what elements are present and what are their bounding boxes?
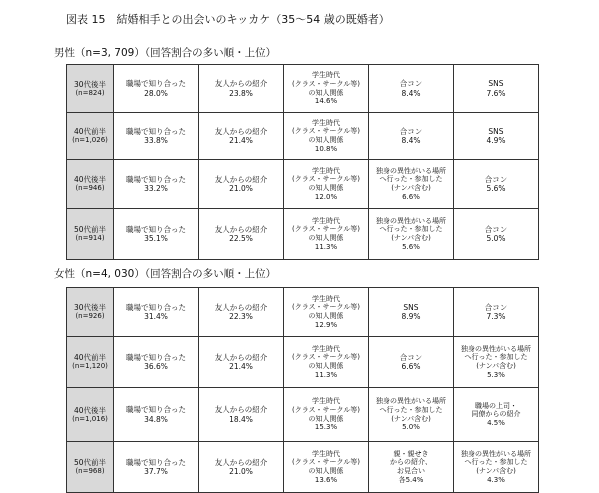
percent-value: 8.9% bbox=[401, 312, 421, 321]
reason-label: 友人からの紹介 bbox=[214, 457, 268, 467]
table-row bbox=[67, 442, 539, 493]
reason-label: の知人関係 bbox=[308, 467, 344, 475]
rank-2-cell bbox=[199, 388, 284, 442]
reason-label: 親・親せき bbox=[393, 449, 429, 458]
rank-1-cell bbox=[114, 65, 199, 113]
percent-value: 8.4% bbox=[401, 136, 421, 145]
reason-label: 職場で知り合った bbox=[126, 79, 186, 89]
reason-label: 学生時代 bbox=[312, 294, 340, 303]
reason-label: の知人関係 bbox=[308, 414, 344, 423]
percent-value: 5.6% bbox=[402, 242, 420, 251]
reason-label: 合コン bbox=[399, 352, 423, 362]
percent-value: 7.6% bbox=[486, 88, 506, 98]
reason-label: 友人からの紹介 bbox=[214, 352, 268, 362]
rank-4-cell bbox=[369, 288, 454, 337]
reason-label: 友人からの紹介 bbox=[214, 302, 268, 312]
percent-value: 22.5% bbox=[229, 234, 253, 243]
rank-2-cell bbox=[199, 209, 284, 260]
age-group-count: (n=946) bbox=[75, 184, 105, 193]
reason-label: の知人関係 bbox=[308, 136, 344, 144]
percent-value: 37.7% bbox=[144, 467, 168, 476]
rank-3-cell bbox=[284, 65, 369, 113]
reason-label: (ナンパ含む) bbox=[391, 184, 431, 192]
female-section-heading: 女性（n=4, 030）（回答割合の多い順・上位） bbox=[54, 268, 277, 280]
reason-label: からの紹介、 bbox=[390, 458, 432, 467]
reason-label: SNS bbox=[403, 302, 419, 312]
reason-label: (クラス・サークル等) bbox=[291, 303, 361, 312]
reason-label: へ行った・参加した bbox=[379, 405, 443, 414]
rank-1-cell bbox=[114, 113, 199, 160]
reason-label: の知人関係 bbox=[308, 88, 344, 97]
reason-label: の知人関係 bbox=[308, 362, 344, 370]
reason-label: 独身の異性がいる場所 bbox=[376, 397, 446, 406]
table-row bbox=[67, 337, 539, 388]
reason-label: (クラス・サークル等) bbox=[291, 127, 361, 136]
percent-value: 21.0% bbox=[229, 184, 253, 193]
reason-label: の知人関係 bbox=[308, 184, 344, 192]
reason-label: 友人からの紹介 bbox=[214, 174, 268, 184]
reason-label: 合コン bbox=[484, 224, 508, 234]
percent-value: 5.3% bbox=[487, 370, 505, 379]
percent-value: 34.8% bbox=[144, 414, 168, 424]
percent-value: 14.6% bbox=[314, 97, 338, 106]
age-group-label: 40代前半 bbox=[73, 127, 107, 137]
reason-label: 友人からの紹介 bbox=[214, 79, 268, 89]
percent-value: 21.4% bbox=[229, 362, 253, 371]
table-row bbox=[67, 288, 539, 337]
rank-1-cell bbox=[114, 388, 199, 442]
rank-2-cell bbox=[199, 160, 284, 209]
rank-2-cell bbox=[199, 113, 284, 160]
percent-value: 33.2% bbox=[144, 184, 168, 193]
reason-label: 学生時代 bbox=[312, 71, 340, 80]
age-group-label: 40代後半 bbox=[73, 405, 107, 415]
rank-3-cell bbox=[284, 160, 369, 209]
reason-label: 職場で知り合った bbox=[126, 302, 186, 312]
reason-label: SNS bbox=[488, 126, 504, 136]
percent-value: 15.3% bbox=[314, 423, 338, 432]
percent-value: 28.0% bbox=[144, 88, 168, 98]
rank-5-cell bbox=[454, 160, 539, 209]
percent-value: 11.3% bbox=[314, 370, 338, 379]
reason-label: 独身の異性がいる場所 bbox=[376, 216, 446, 225]
rank-4-cell bbox=[369, 209, 454, 260]
reason-label: 同僚からの紹介 bbox=[471, 410, 521, 419]
reason-label: へ行った・参加した bbox=[379, 175, 443, 184]
reason-label: 独身の異性がいる場所 bbox=[376, 166, 446, 175]
age-group-cell bbox=[67, 442, 114, 493]
percent-value: 5.6% bbox=[486, 184, 506, 193]
percent-value: 13.6% bbox=[314, 475, 338, 484]
percent-value: 5.0% bbox=[402, 423, 420, 432]
reason-label: (クラス・サークル等) bbox=[291, 405, 361, 414]
rank-4-cell bbox=[369, 65, 454, 113]
reason-label: 合コン bbox=[484, 302, 508, 312]
reason-label: 職場で知り合った bbox=[126, 352, 186, 362]
male-table-body bbox=[67, 65, 539, 260]
reason-label: 職場で知り合った bbox=[126, 174, 186, 184]
percent-value: 18.4% bbox=[229, 414, 253, 424]
table-row bbox=[67, 388, 539, 442]
rank-5-cell bbox=[454, 288, 539, 337]
reason-label: 学生時代 bbox=[312, 166, 340, 175]
reason-label: 友人からの紹介 bbox=[214, 126, 268, 136]
age-group-label: 40代後半 bbox=[73, 175, 107, 185]
reason-label: (クラス・サークル等) bbox=[291, 353, 361, 362]
age-group-label: 30代後半 bbox=[73, 79, 107, 89]
age-group-label: 50代前半 bbox=[73, 458, 107, 468]
reason-label: 学生時代 bbox=[312, 216, 340, 225]
reason-label: (ナンパ含む) bbox=[476, 467, 516, 475]
age-group-count: (n=1,016) bbox=[72, 414, 108, 423]
reason-label: 学生時代 bbox=[312, 118, 340, 127]
table-row bbox=[67, 65, 539, 113]
percent-value: 12.9% bbox=[314, 320, 338, 329]
reason-label: 独身の異性がいる場所 bbox=[461, 344, 531, 353]
age-group-cell bbox=[67, 65, 114, 113]
rank-3-cell bbox=[284, 288, 369, 337]
percent-value: 各5.4% bbox=[398, 475, 424, 484]
table-row bbox=[67, 160, 539, 209]
female-table-body bbox=[67, 288, 539, 493]
male-table bbox=[66, 64, 539, 260]
age-group-count: (n=968) bbox=[75, 467, 105, 476]
reason-label: 合コン bbox=[399, 126, 423, 136]
rank-4-cell bbox=[369, 160, 454, 209]
percent-value: 11.3% bbox=[314, 242, 338, 251]
reason-label: (クラス・サークル等) bbox=[291, 79, 361, 88]
rank-5-cell bbox=[454, 442, 539, 493]
age-group-cell bbox=[67, 209, 114, 260]
reason-label: 学生時代 bbox=[312, 344, 340, 353]
reason-label: (ナンパ含む) bbox=[391, 234, 431, 242]
rank-5-cell bbox=[454, 113, 539, 160]
reason-label: へ行った・参加した bbox=[464, 458, 528, 467]
percent-value: 5.0% bbox=[486, 234, 506, 243]
reason-label: 友人からの紹介 bbox=[214, 224, 268, 234]
percent-value: 23.8% bbox=[229, 88, 253, 98]
percent-value: 22.3% bbox=[229, 312, 253, 321]
rank-5-cell bbox=[454, 337, 539, 388]
rank-5-cell bbox=[454, 388, 539, 442]
age-group-label: 40代前半 bbox=[73, 353, 107, 363]
age-group-count: (n=1,120) bbox=[72, 362, 108, 371]
reason-label: (ナンパ含む) bbox=[391, 414, 431, 423]
percent-value: 6.6% bbox=[402, 192, 420, 201]
reason-label: (クラス・サークル等) bbox=[291, 458, 361, 467]
reason-label: (クラス・サークル等) bbox=[291, 225, 361, 234]
table-row bbox=[67, 209, 539, 260]
reason-label: 職場で知り合った bbox=[126, 224, 186, 234]
figure-title: 図表 15 結婚相手との出会いのキッカケ（35～54 歳の既婚者） bbox=[66, 13, 390, 26]
percent-value: 12.0% bbox=[314, 192, 338, 201]
reason-label: (ナンパ含む) bbox=[476, 362, 516, 370]
percent-value: 21.0% bbox=[229, 467, 253, 476]
age-group-label: 50代前半 bbox=[73, 225, 107, 235]
rank-4-cell bbox=[369, 388, 454, 442]
age-group-cell bbox=[67, 113, 114, 160]
reason-label: 友人からの紹介 bbox=[214, 405, 268, 415]
reason-label: 学生時代 bbox=[312, 449, 340, 458]
reason-label: の知人関係 bbox=[308, 312, 344, 320]
rank-3-cell bbox=[284, 337, 369, 388]
rank-1-cell bbox=[114, 160, 199, 209]
table-row bbox=[67, 113, 539, 160]
percent-value: 35.1% bbox=[144, 234, 168, 243]
rank-3-cell bbox=[284, 442, 369, 493]
rank-5-cell bbox=[454, 209, 539, 260]
percent-value: 4.5% bbox=[487, 418, 505, 427]
percent-value: 10.8% bbox=[314, 144, 338, 153]
age-group-count: (n=926) bbox=[75, 312, 105, 321]
age-group-cell bbox=[67, 337, 114, 388]
reason-label: SNS bbox=[488, 79, 504, 89]
reason-label: へ行った・参加した bbox=[464, 353, 528, 362]
age-group-cell bbox=[67, 288, 114, 337]
rank-3-cell bbox=[284, 113, 369, 160]
reason-label: の知人関係 bbox=[308, 234, 344, 242]
percent-value: 4.3% bbox=[487, 475, 505, 484]
reason-label: 職場の上司・ bbox=[475, 401, 517, 410]
percent-value: 21.4% bbox=[229, 136, 253, 145]
age-group-count: (n=1,026) bbox=[72, 136, 108, 145]
percent-value: 7.3% bbox=[486, 312, 506, 321]
reason-label: 職場で知り合った bbox=[126, 405, 186, 415]
rank-1-cell bbox=[114, 442, 199, 493]
reason-label: 学生時代 bbox=[312, 397, 340, 406]
percent-value: 33.8% bbox=[144, 136, 168, 145]
percent-value: 4.9% bbox=[486, 136, 506, 145]
reason-label: 職場で知り合った bbox=[126, 126, 186, 136]
rank-2-cell bbox=[199, 288, 284, 337]
rank-4-cell bbox=[369, 337, 454, 388]
male-section-heading: 男性（n=3, 709）（回答割合の多い順・上位） bbox=[54, 47, 277, 59]
reason-label: 合コン bbox=[484, 174, 508, 184]
percent-value: 6.6% bbox=[401, 362, 421, 371]
reason-label: (クラス・サークル等) bbox=[291, 175, 361, 184]
reason-label: お見合い bbox=[397, 467, 425, 475]
rank-2-cell bbox=[199, 65, 284, 113]
age-group-cell bbox=[67, 388, 114, 442]
rank-4-cell bbox=[369, 442, 454, 493]
percent-value: 36.6% bbox=[144, 362, 168, 371]
rank-2-cell bbox=[199, 442, 284, 493]
percent-value: 31.4% bbox=[144, 312, 168, 321]
reason-label: 職場で知り合った bbox=[126, 457, 186, 467]
rank-3-cell bbox=[284, 209, 369, 260]
rank-1-cell bbox=[114, 337, 199, 388]
rank-2-cell bbox=[199, 337, 284, 388]
reason-label: 合コン bbox=[399, 79, 423, 89]
rank-4-cell bbox=[369, 113, 454, 160]
female-table bbox=[66, 287, 539, 493]
age-group-count: (n=824) bbox=[75, 88, 105, 97]
percent-value: 8.4% bbox=[401, 88, 421, 98]
reason-label: 独身の異性がいる場所 bbox=[461, 449, 531, 458]
rank-1-cell bbox=[114, 209, 199, 260]
reason-label: へ行った・参加した bbox=[379, 225, 443, 234]
rank-1-cell bbox=[114, 288, 199, 337]
rank-5-cell bbox=[454, 65, 539, 113]
age-group-count: (n=914) bbox=[75, 234, 105, 243]
age-group-label: 30代後半 bbox=[73, 303, 107, 313]
rank-3-cell bbox=[284, 388, 369, 442]
age-group-cell bbox=[67, 160, 114, 209]
